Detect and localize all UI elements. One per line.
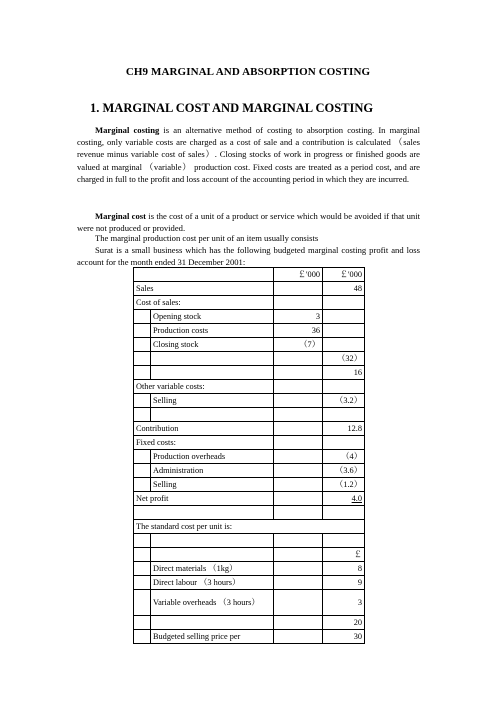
table-row (134, 296, 365, 310)
indent-cell (134, 478, 151, 492)
row-label (151, 616, 274, 630)
cell-a (274, 492, 323, 506)
cell-a (274, 366, 323, 380)
indent-cell (134, 562, 151, 576)
table-row (134, 506, 365, 520)
cell-a (274, 436, 323, 450)
row-label (151, 366, 274, 380)
term-marginal-costing: Marginal costing (95, 125, 160, 135)
cell-b: 12.8 (323, 422, 365, 436)
row-label (151, 548, 274, 562)
row-label: Contribution (134, 422, 274, 436)
cell-a (274, 394, 323, 408)
row-label: Other variable costs: (134, 380, 274, 394)
table-row (134, 562, 365, 576)
cell-a: 3 (274, 310, 323, 324)
indent-cell (134, 590, 151, 616)
cell-b: （3.6） (323, 464, 365, 478)
table-row (134, 394, 365, 408)
cell-b (323, 310, 365, 324)
cell-a (274, 590, 323, 616)
cell-a (274, 450, 323, 464)
cell-b (323, 408, 365, 422)
cell-b: 8 (323, 562, 365, 576)
table-row (134, 450, 365, 464)
table-row (134, 422, 365, 436)
cell-a (274, 548, 323, 562)
column-header-a: ￡'000 (274, 268, 323, 282)
paragraph-marginal-costing (77, 124, 420, 185)
cell-a (274, 534, 323, 548)
indent-cell (134, 630, 151, 644)
paragraph-text: is the cost of a unit of a product or service which would be avoided if that unit were not produced or provided. (77, 211, 420, 234)
indent-cell (134, 450, 151, 464)
cell-a: （7） (274, 338, 323, 352)
row-label: Budgeted selling price per (151, 630, 274, 644)
cell-a (274, 506, 323, 520)
row-label: Closing stock (151, 338, 274, 352)
row-label (151, 352, 274, 366)
table-row (134, 366, 365, 380)
row-label: Opening stock (151, 310, 274, 324)
page-title: CH9 MARGINAL AND ABSORPTION COSTING (125, 66, 371, 78)
cell-a (274, 576, 323, 590)
row-label: Production costs (151, 324, 274, 338)
table-row (134, 576, 365, 590)
table-cell (134, 268, 274, 282)
paragraph-text: Surat is a small business which has the following budgeted marginal costing profit and loss account for the month ended 31 December 2001: (77, 245, 420, 268)
indent-cell (134, 548, 151, 562)
table-row (134, 380, 365, 394)
cell-b (323, 324, 365, 338)
cell-b: （1.2） (323, 478, 365, 492)
cell-b (323, 380, 365, 394)
table-row (134, 630, 365, 644)
paragraph-text: is an alternative method of costing to absorption costing. In marginal costing, only variable costs are charged as a cost of sale and a contribution is calculated （sales revenue minus variable cost of sales）. Closing stocks of work in progress or finished goods are valued at marginal （variable） production cost. Fixed costs are treated as a period cost, and are charged in full to the profit and loss account of the accounting period in which they are incurred. (77, 125, 420, 184)
cell-b: 48 (323, 282, 365, 296)
row-label: The standard cost per unit is: (134, 520, 365, 534)
row-label (134, 506, 274, 520)
table-row (134, 616, 365, 630)
table-row (134, 338, 365, 352)
paragraph-marginal-cost (77, 210, 420, 234)
table-header-row (134, 268, 365, 282)
indent-cell (134, 310, 151, 324)
cell-b (323, 436, 365, 450)
paragraph-surat-intro (77, 244, 420, 268)
cell-b: 30 (323, 630, 365, 644)
row-label (151, 534, 274, 548)
row-label: Selling (151, 394, 274, 408)
table-row (134, 324, 365, 338)
indent-cell (134, 366, 151, 380)
table-row (134, 408, 365, 422)
table-row (134, 478, 365, 492)
net-profit-value: 4.0 (351, 493, 362, 503)
table-row (134, 282, 365, 296)
indent-cell (134, 534, 151, 548)
indent-cell (134, 394, 151, 408)
table-row (134, 520, 365, 534)
row-label: Administration (151, 464, 274, 478)
table-row (134, 352, 365, 366)
row-label: Sales (134, 282, 274, 296)
table-row (134, 492, 365, 506)
table-row (134, 310, 365, 324)
cell-a (274, 408, 323, 422)
cell-a (274, 282, 323, 296)
cell-a: 36 (274, 324, 323, 338)
table-row (134, 534, 365, 548)
cell-a (274, 562, 323, 576)
indent-cell (134, 408, 151, 422)
table-row (134, 464, 365, 478)
cell-b: ￡ (323, 548, 365, 562)
cell-b: （3.2） (323, 394, 365, 408)
indent-cell (134, 338, 151, 352)
paragraph-marginal-production-cost (77, 232, 420, 244)
indent-cell (134, 324, 151, 338)
cell-a (274, 380, 323, 394)
profit-loss-table (133, 267, 365, 644)
cell-b: 20 (323, 616, 365, 630)
row-label: Selling (151, 478, 274, 492)
table-row (134, 590, 365, 616)
table-row (134, 548, 365, 562)
cell-a (274, 478, 323, 492)
cell-b (323, 492, 365, 506)
indent-cell (134, 464, 151, 478)
row-label: Production overheads (151, 450, 274, 464)
cell-b (323, 534, 365, 548)
cell-a (274, 616, 323, 630)
cell-b: 3 (323, 590, 365, 616)
section-heading: 1. MARGINAL COST AND MARGINAL COSTING (90, 101, 374, 115)
row-label: Fixed costs: (134, 436, 274, 450)
cell-a (274, 422, 323, 436)
cell-b: 9 (323, 576, 365, 590)
table-row (134, 436, 365, 450)
indent-cell (134, 576, 151, 590)
cell-a (274, 464, 323, 478)
cell-b (323, 506, 365, 520)
cell-b: （4） (323, 450, 365, 464)
cell-b (323, 338, 365, 352)
cell-b (323, 296, 365, 310)
row-label: Direct labour （3 hours） (151, 576, 274, 590)
row-label: Net profit (134, 492, 274, 506)
row-label: Variable overheads （3 hours） (151, 590, 274, 616)
indent-cell (134, 352, 151, 366)
row-label: Direct materials （1kg） (151, 562, 274, 576)
cell-b: 16 (323, 366, 365, 380)
column-header-b: ￡'000 (323, 268, 365, 282)
cell-a (274, 296, 323, 310)
cell-a (274, 630, 323, 644)
row-label (151, 408, 274, 422)
cell-b: （32） (323, 352, 365, 366)
paragraph-text: The marginal production cost per unit of an item usually consists (95, 233, 319, 243)
indent-cell (134, 616, 151, 630)
term-marginal-cost: Marginal cost (95, 211, 146, 221)
row-label: Cost of sales: (134, 296, 274, 310)
cell-a (274, 352, 323, 366)
